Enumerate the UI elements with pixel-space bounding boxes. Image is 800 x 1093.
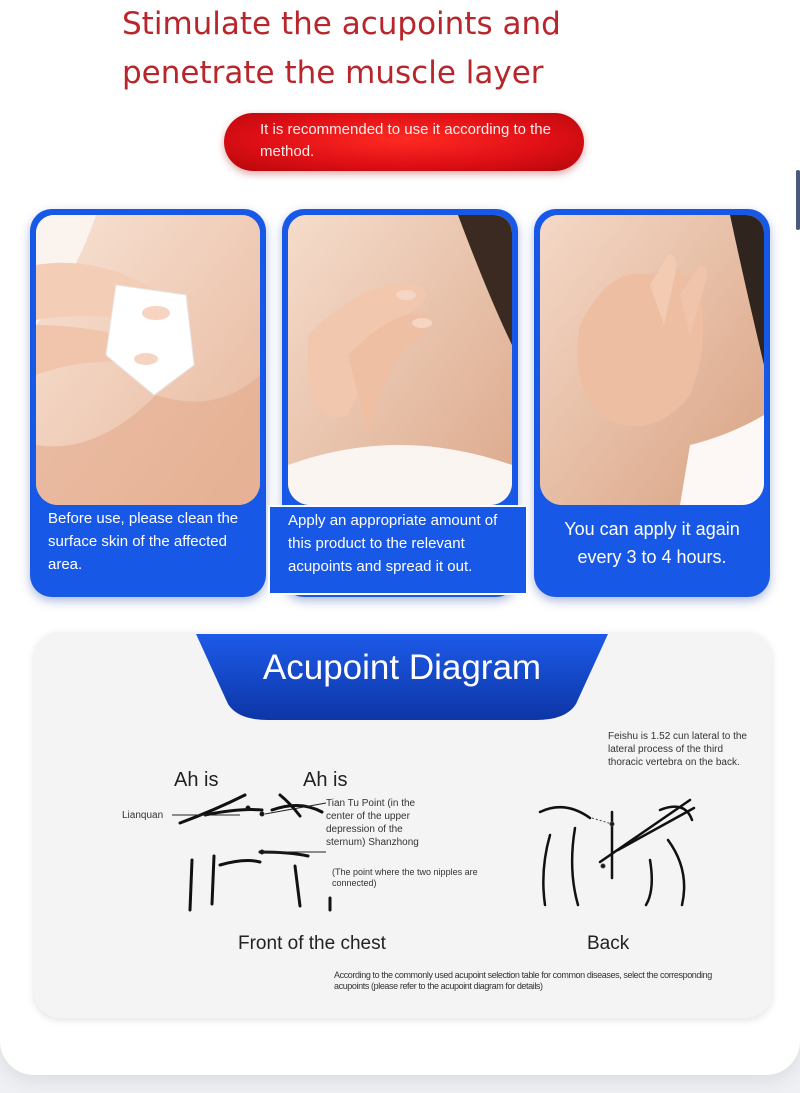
back-sketch <box>540 800 694 905</box>
recommendation-text: It is recommended to use it according to the method. <box>260 121 551 160</box>
diagram-title: Acupoint Diagram <box>262 648 542 687</box>
label-tiantu: Tian Tu Point (in the center of the upper depression of the sternum) Shanzhong <box>326 798 419 848</box>
label-ah-left: Ah is <box>174 769 219 791</box>
caption-back: Back <box>587 933 630 954</box>
diagram-footnote: According to the commonly used acupoint selection table for common diseases, select the corresponding acupoints (please refer to the acupoint diagram for details) <box>334 970 712 991</box>
label-lianquan: Lianquan <box>122 810 164 821</box>
headline-line-1: Stimulate the acupoints and <box>122 6 561 42</box>
step-caption: Apply an appropriate amount of this product to the relevant acupoints and spread it out. <box>288 512 498 575</box>
headline-line-2: penetrate the muscle layer <box>122 55 544 91</box>
label-nipples-note: (The point where the two nipples are connected) <box>332 867 478 888</box>
step-caption: Before use, please clean the surface skin of the affected area. <box>48 510 239 573</box>
label-ah-right: Ah is <box>303 769 348 791</box>
label-feishu: Feishu is 1.52 cun lateral to the lateral process of the third thoracic vertebra on the back. <box>608 731 747 768</box>
caption-front-chest: Front of the chest <box>238 933 386 954</box>
step-caption: You can apply it again every 3 to 4 hours. <box>564 519 740 567</box>
